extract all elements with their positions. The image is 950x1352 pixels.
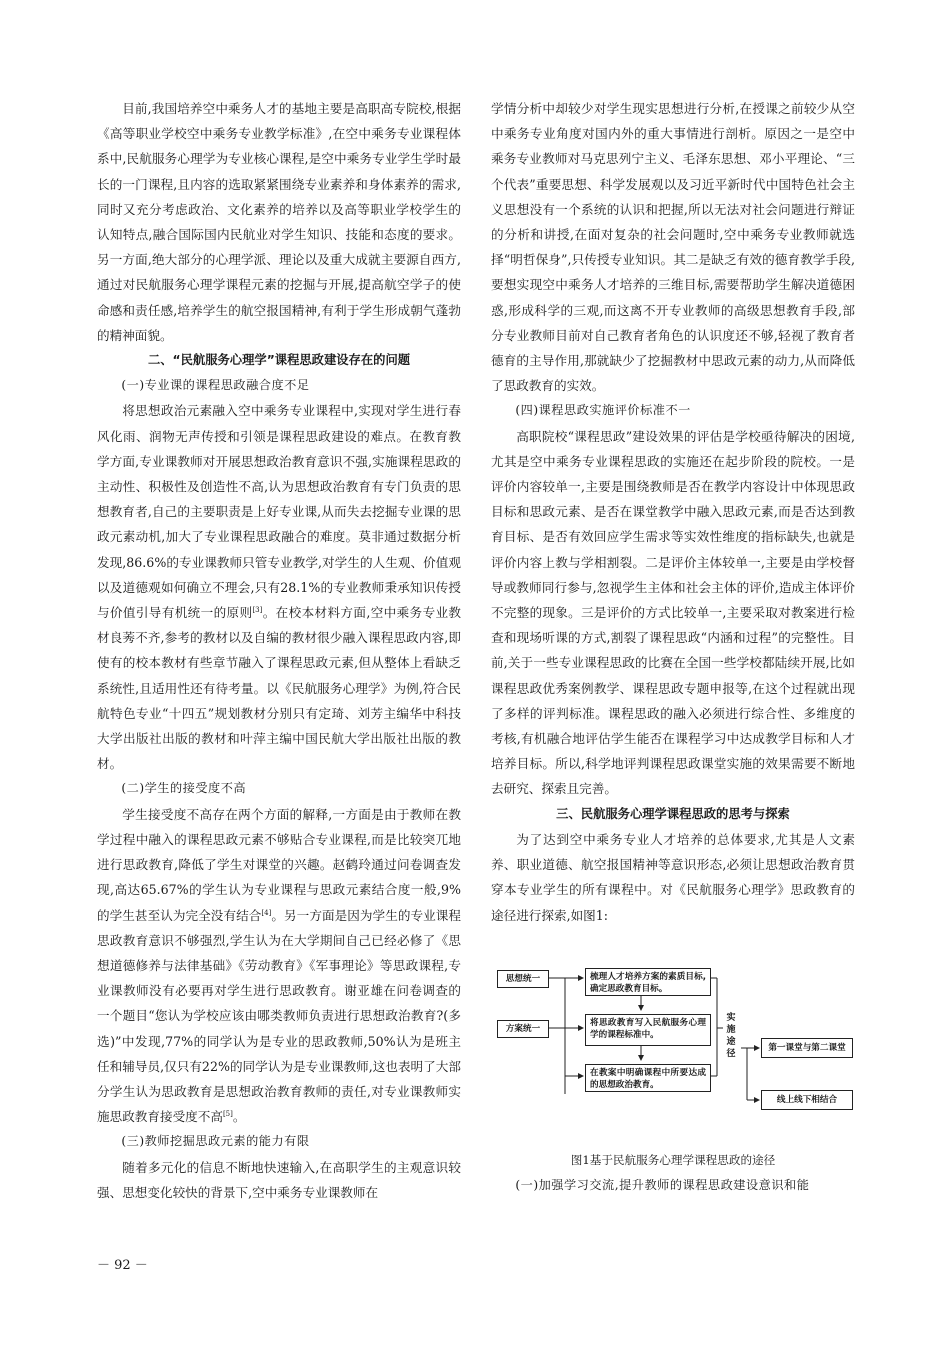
figure-caption: 图1基于民航服务心理学课程思政的途径 [570,1152,776,1167]
paragraph: 高职院校“课程思政”建设效果的评估是学校亟待解决的困境,尤其是空中乘务专业课程思政的实施还在起步阶段的院校。一是评价内容较单一,主要是围绕教师是否在教学内容设计中体现思政目标和思政元素、是否在课堂教学中融入思政元素,而是否达到教育目标、是否有效回应学生需求等实效性维度的指标缺失,也就是评价内容上教与学相割裂。二是评价主体较单一,主要是由学校督导或教师同行参与,忽视学生主体和社会主体的评价,造成主体评价不完整的现象。三是评价的方式比较单一,主要采取对教案进行检查和现场听课的方式,割裂了课程思政“内涵和过程”的完整性。目前,关于一些专业课程思政的比赛在全国一些学校都陆续开展,比如课程思政优秀案例教学、课程思政专题申报等,在这个过程就出现了多样的评判标准。课程思政的融入必须进行综合性、多维度的考核,有机融合地评估学生能否在课程学习中达成教学目标和人才培养目标。所以,科学地评判课程思政课堂实施的效果需要不断地去研究、探索且完善。 [491,428,855,797]
left-column [97,96,461,1205]
page-number: － 92 － [97,1258,148,1273]
path-classroom-box: 第一课堂与第二课堂 [761,1038,853,1058]
subsection-heading: (三)教师挖掘思政元素的能力有限 [121,1134,310,1149]
unify-plan-box: 方案统一 [497,1020,549,1038]
paragraph: 为了达到空中乘务专业人才培养的总体要求,尤其是人文素养、职业道德、航空报国精神等意识形态,必须让思想政治教育贯穿本专业学生的所有课程中。对《民航服务心理学》思政教育的途径进行探索,如图1: [491,831,855,923]
step-standard-box: 将思政教育写入民航服务心理学的课程标准中。 [585,1014,711,1046]
section-heading: 三、民航服务心理学课程思政的思考与探索 [556,806,790,821]
step-lesson-plan-box: 在教案中明确课程中所要达成的思想政治教育。 [585,1064,711,1092]
paragraph: 目前,我国培养空中乘务人才的基地主要是高职高专院校,根据《高等职业学校空中乘务专业教学标准》,在空中乘务专业课程体系中,民航服务心理学为专业核心课程,是空中乘务专业学生学时最长的一门课程,且内容的选取紧紧围绕专业素养和身体素养的需求,同时又充分考虑政治、文化素养的培养以及高等职业学校学生的认知特点,融合国际国内民航业对学生知识、技能和态度的要求。另一方面,绝大部分的心理学派、理论以及重大成就主要源自西方,通过对民航服务心理学课程元素的挖掘与开展,提高航空学子的使命感和责任感,培养学生的航空报国精神,有利于学生形成朝气蓬勃的精神面貌。 [97,101,461,343]
citation-ref: [5] [222,1109,233,1118]
subsection-heading: (二)学生的接受度不高 [121,781,247,796]
subsection-heading: (四)课程思政实施评价标准不一 [515,403,691,418]
implementation-path-label: 实施途径 [726,1012,736,1059]
paragraph: 学情分析中却较少对学生现实思想进行分析,在授课之前较少从空中乘务专业角度对国内外的重大事情进行剖析。原因之一是空中乘务专业教师对马克思列宁主义、毛泽东思想、邓小平理论、“三个代表”重要思想、科学发展观以及习近平新时代中国特色社会主义思想没有一个系统的认识和把握,所以无法对社会问题进行辩证的分析和讲授,在面对复杂的社会问题时,空中乘务专业教师就选择“明哲保身”,只传授专业知识。其二是缺乏有效的德育教学手段,要想实现空中乘务人才培养的三维目标,需要帮助学生解决道德困惑,形成科学的三观,而这离不开专业教师的高级思想教育手段,部分专业教师目前对自己教育者角色的认识度还不够,轻视了教育者德育的主导作用,那就缺少了挖掘教材中思政元素的动力,从而降低了思政教育的实效。 [491,101,855,394]
step-goal-box: 梳理人才培养方案的素质目标,确定思政教育目标。 [585,968,711,996]
subsection-heading: (一)加强学习交流,提升教师的课程思政建设意识和能 [515,1177,810,1192]
flowchart-figure [491,966,855,1116]
unify-thought-box: 思想统一 [497,970,549,988]
right-column [491,96,855,1198]
section-heading: 二、“民航服务心理学”课程思政建设存在的问题 [147,353,411,368]
paragraph: 随着多元化的信息不断地快速输入,在高职学生的主观意识较强、思想变化较快的背景下,空中乘务专业课教师在 [97,1159,461,1200]
paragraph: 学生接受度不高存在两个方面的解释,一方面是由于教师在教学过程中融入的课程思政元素不够贴合专业课程,而是比较突兀地进行思政教育,降低了学生对课堂的兴趣。赵鹤玲通过问卷调查发现,高达65.67%的学生认为专业课程与思政元素结合度一般,9%的学生甚至认为完全没有结合[4]。另一方面是因为学生的专业课程思政教育意识不够强烈,学生认为在大学期间自己已经必修了《思想道德修养与法律基础》《劳动教育》《军事理论》等思政课程,专业课教师没有必要再对学生进行思政教育。谢亚雄在问卷调查的一个题目“您认为学校应该由哪类教师负责进行思想政治教育?(多选)”中发现,77%的同学认为是专业的思政教师,50%认为是班主任和辅导员,仅只有22%的同学认为是专业课教师,这也表明了大部分学生认为思政教育是思想政治教育教师的责任,对专业课教师实施思政教育接受度不高[5]。 [97,806,462,1125]
subsection-heading: (一)专业课的课程思政融合度不足 [121,378,310,393]
citation-ref: [3] [252,605,263,614]
path-online-offline-box: 线上线下相结合 [761,1090,853,1110]
paragraph: 将思想政治元素融入空中乘务专业课程中,实现对学生进行春风化雨、润物无声传授和引领是课程思政建设的难点。在教育教学方面,专业课教师对开展思想政治教育意识不强,实施课程思政的主动性、积极性及创造性不高,认为思想政治教育有专门负责的思想教育者,自己的主要职责是上好专业课,从而失去挖掘专业课的思政元素动机,加大了专业课程思政融合的难度。莫非通过数据分析发现,86.6%的专业课教师只管专业教学,对学生的人生观、价值观以及道德观如何确立不理会,只有28.1%的专业教师秉承知识传授与价值引导有机统一的原则[3]。在校本材料方面,空中乘务专业教材良莠不齐,参考的教材以及自编的教材很少融入课程思政内容,即使有的校本教材有些章节融入了课程思政元素,但从整体上看缺乏系统性,且适用性还有待考量。以《民航服务心理学》为例,符合民航特色专业“十四五”规划教材分别只有定琦、刘芳主编华中科技大学出版社出版的教材和叶萍主编中国民航大学出版社出版的教材。 [97,403,462,772]
citation-ref: [4] [261,908,272,917]
